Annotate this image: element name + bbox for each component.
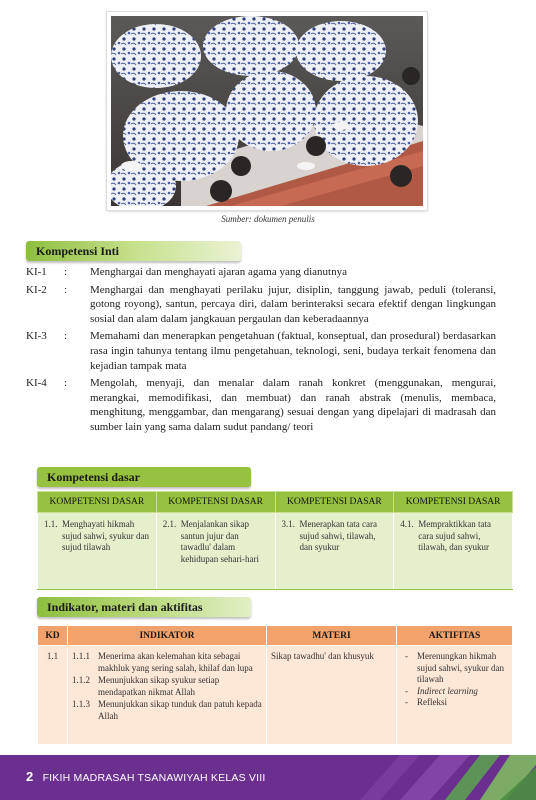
kompetensi-dasar-header <box>37 467 251 487</box>
book-title: FIKIH MADRASAH TSANAWIYAH KELAS VIII <box>42 772 266 784</box>
ki-text: Menghargai dan menghayati ajaran agama yang dianutnya <box>90 266 347 278</box>
ki-code: KI-2 <box>26 283 47 296</box>
kd-cell <box>275 513 394 590</box>
table-row <box>38 646 513 745</box>
aktifitas-cell <box>397 646 513 745</box>
materi-cell: Sikap tawadhu' dan khusyuk <box>267 646 397 745</box>
column-header-kd: KD <box>38 626 68 646</box>
indikator-number: 1.1.3 <box>72 699 90 709</box>
kd-cell <box>394 513 513 590</box>
photo-caption: Sumber: dokumen penulis <box>221 214 315 224</box>
column-header: KOMPETENSI DASAR <box>156 492 275 513</box>
table-row <box>38 513 513 590</box>
dash: - <box>405 697 408 707</box>
list-item <box>401 697 508 709</box>
kd-text: Menerapkan tata cara sujud sahwi, tilawah, dan syukur <box>299 519 377 552</box>
ki-colon: : <box>64 377 68 390</box>
list-item <box>72 699 262 722</box>
indikator-text: Menerima akan kelemahan kita sebagai makhluk yang sering salah, khilaf dan lupa <box>98 651 253 673</box>
column-header: KOMPETENSI DASAR <box>394 492 513 513</box>
kompetensi-dasar-title: Kompetensi dasar <box>47 470 140 484</box>
kompetensi-dasar-table <box>37 491 513 590</box>
list-item <box>401 651 508 686</box>
table-header-row <box>38 492 513 513</box>
ki-code: KI-4 <box>26 377 47 390</box>
ki-text: Memahami dan menerapkan pengetahuan (faktual, konseptual, dan prosedural) berdasarkan rasa ingin tahunya tentang ilmu pengetahuan, teknologi, seni, budaya terkait fenomena dan kejadian tampak mata <box>90 330 496 372</box>
photo-prayer-image <box>111 16 423 206</box>
kd-number: 1.1. <box>44 519 58 529</box>
kd-number: 4.1. <box>400 519 414 529</box>
indikator-number: 1.1.1 <box>72 651 90 661</box>
indikator-text: Menunjukkan sikap tunduk dan patuh kepada Allah <box>98 699 262 721</box>
kd-text: Menghayati hikmah sujud sahwi, syukur dan sujud tilawah <box>62 519 149 552</box>
aktifitas-text: Refleksi <box>417 697 447 707</box>
list-item <box>72 675 262 698</box>
kd-cell <box>38 513 157 590</box>
kompetensi-inti-list <box>26 265 496 438</box>
ki-colon: : <box>64 283 68 296</box>
kd-number: 3.1. <box>281 519 295 529</box>
photo-frame <box>107 12 427 210</box>
column-header: KOMPETENSI DASAR <box>38 492 157 513</box>
kd-value: 1.1 <box>38 646 68 745</box>
ki-colon: : <box>64 266 68 278</box>
kompetensi-inti-header <box>26 241 241 261</box>
indikator-text: Menunjukkan sikap syukur setiap mendapatkan nikmat Allah <box>98 675 220 697</box>
ki-item <box>26 283 496 327</box>
dash: - <box>405 685 408 696</box>
dash: - <box>405 651 408 661</box>
ki-colon: : <box>64 330 68 343</box>
column-header: KOMPETENSI DASAR <box>275 492 394 513</box>
list-item <box>72 651 262 674</box>
table-header-row <box>38 626 513 646</box>
footer-text <box>26 769 265 784</box>
indikator-number: 1.1.2 <box>72 675 90 685</box>
ki-code: KI-1 <box>26 266 47 278</box>
column-header-materi: MATERI <box>267 626 397 646</box>
kd-cell <box>156 513 275 590</box>
aktifitas-text: Indirect learning <box>417 685 478 696</box>
column-header-aktifitas: AKTIFITAS <box>397 626 513 646</box>
kd-text: Mempraktikkan tata cara sujud sahwi, tilawah, dan syukur <box>418 519 491 552</box>
kd-number: 2.1. <box>162 519 177 529</box>
indikator-title: Indikator, materi dan aktifitas <box>47 600 203 614</box>
ki-item <box>26 376 496 434</box>
indikator-table <box>37 625 513 745</box>
ki-item <box>26 265 496 280</box>
ki-code: KI-3 <box>26 330 47 343</box>
list-item <box>401 686 508 698</box>
page-footer <box>0 755 536 800</box>
indikator-header <box>37 597 251 617</box>
aktifitas-text: Merenungkan hikmah sujud sahwi, syukur dan tilawah <box>417 651 504 684</box>
kompetensi-inti-title: Kompetensi Inti <box>36 244 120 258</box>
ki-text: Mengolah, menyaji, dan menalar dalam ranah konkret (menggunakan, mengurai, merangkai, memodifikasi, dan membuat) dan ranah abstrak (menulis, membaca, menghitung, menggambar, dan mengarang) sesuai dengan yang dipelajari di madrasah dan sumber lain yang sama dalam sudut pandang/ teori <box>90 377 496 433</box>
ki-text: Menghargai dan menghayati perilaku jujur, disiplin, tanggung jawab, peduli (toleransi, gotong royong), santun, percaya diri, dalam berinteraksi secara efektif dengan lingkungan sosial dan alam dalam jangkauan pergaulan dan keberadaannya <box>90 283 496 325</box>
kd-text: Menjalankan sikap santun jujur dan tawadlu' dalam kehidupan sehari-hari <box>180 519 259 564</box>
ki-item <box>26 329 496 373</box>
page-number: 2 <box>26 769 34 784</box>
indikator-cell <box>68 646 267 745</box>
column-header-indikator: INDIKATOR <box>68 626 267 646</box>
